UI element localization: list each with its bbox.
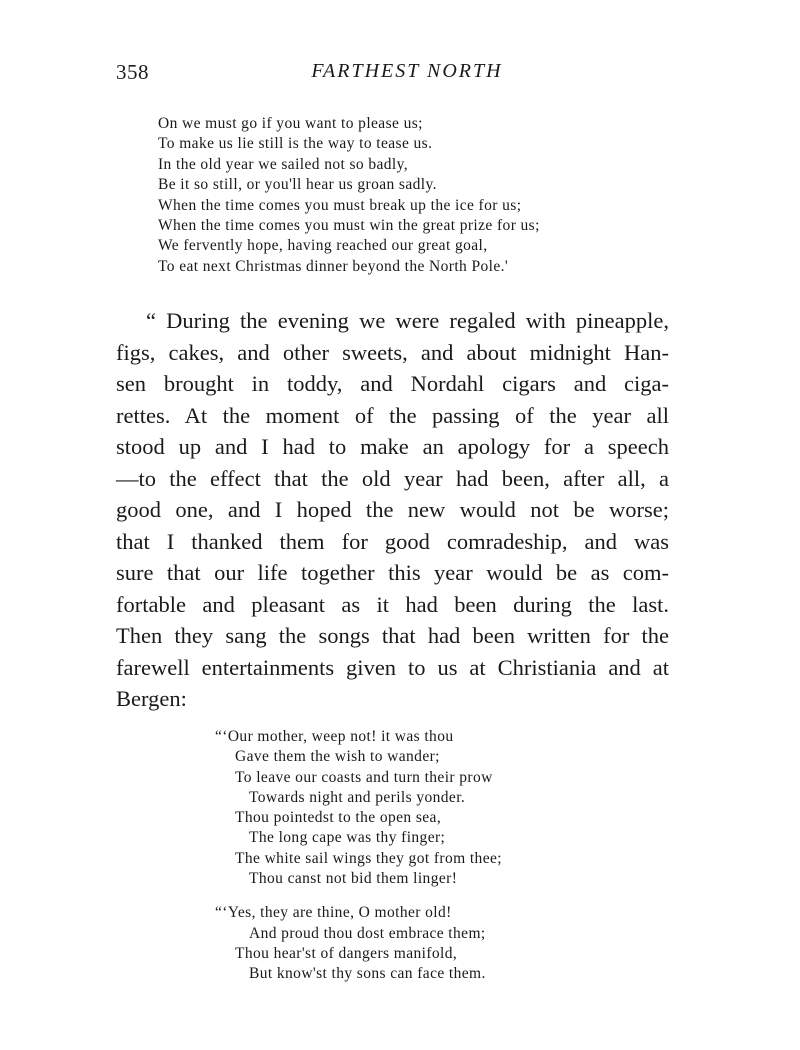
verse-line: But know'st thy sons can face them. <box>249 965 486 983</box>
verse-line: “‘Yes, they are thine, O mother old! <box>215 904 452 922</box>
verse-line: On we must go if you want to please us; <box>158 115 423 132</box>
verse-line: We fervently hope, having reached our great goal, <box>158 237 488 255</box>
prose-line: rettes. At the moment of the passing of the year all <box>116 402 669 428</box>
stanza-gap <box>215 889 502 903</box>
poem-block-1 <box>158 114 540 277</box>
prose-paragraph <box>116 305 669 715</box>
verse-line: The long cape was thy finger; <box>249 829 446 847</box>
verse-line: “‘Our mother, weep not! it was thou <box>215 728 454 745</box>
prose-line: that I thanked them for good comradeship, and was <box>116 528 669 554</box>
verse-line: When the time comes you must break up the ice for us; <box>158 196 522 214</box>
verse-line: And proud thou dost embrace them; <box>249 924 486 942</box>
prose-line: Then they sang the songs that had been written for the <box>116 623 669 648</box>
verse-line: Thou pointedst to the open sea, <box>235 809 442 827</box>
prose-line: figs, cakes, and other sweets, and about midnight Han- <box>116 339 669 365</box>
prose-line: good one, and I hoped the new would not be worse; <box>116 497 669 522</box>
verse-line: Towards night and perils yonder. <box>249 788 466 806</box>
verse-line: In the old year we sailed not so badly, <box>158 155 409 173</box>
verse-line: To eat next Christmas dinner beyond the North Pole.' <box>158 257 509 275</box>
prose-line: sure that our life together this year would be as com- <box>116 560 669 585</box>
prose-line: “ During the evening we were regaled with pineapple, <box>146 308 669 333</box>
verse-line: Thou hear'st of dangers manifold, <box>235 944 458 962</box>
verse-line: When the time comes you must win the great prize for us; <box>158 217 540 235</box>
verse-line: To leave our coasts and turn their prow <box>235 768 493 786</box>
page-number: 358 <box>116 60 149 84</box>
prose-line: sen brought in toddy, and Nordahl cigars and ciga- <box>116 371 669 396</box>
verse-line: Gave them the wish to wander; <box>235 748 440 766</box>
prose-line: Bergen: <box>116 686 187 711</box>
stanza-2 <box>215 903 502 984</box>
prose-line: stood up and I had to make an apology for a speech <box>116 434 669 459</box>
verse-line: Be it so still, or you'll hear us groan sadly. <box>158 176 437 194</box>
running-head: FARTHEST NORTH <box>311 60 503 82</box>
verse-line: The white sail wings they got from thee; <box>235 849 502 867</box>
prose-line: fortable and pleasant as it had been during the last. <box>116 591 669 617</box>
prose-line: farewell entertainments given to us at Christiania and at <box>116 654 669 680</box>
poem-block-2 <box>215 727 502 985</box>
stanza-1 <box>215 727 502 889</box>
verse-line: Thou canst not bid them linger! <box>249 870 458 888</box>
verse-line: To make us lie still is the way to tease us. <box>158 135 433 153</box>
prose-line: —to the effect that the old year had been, after all, a <box>116 465 669 491</box>
